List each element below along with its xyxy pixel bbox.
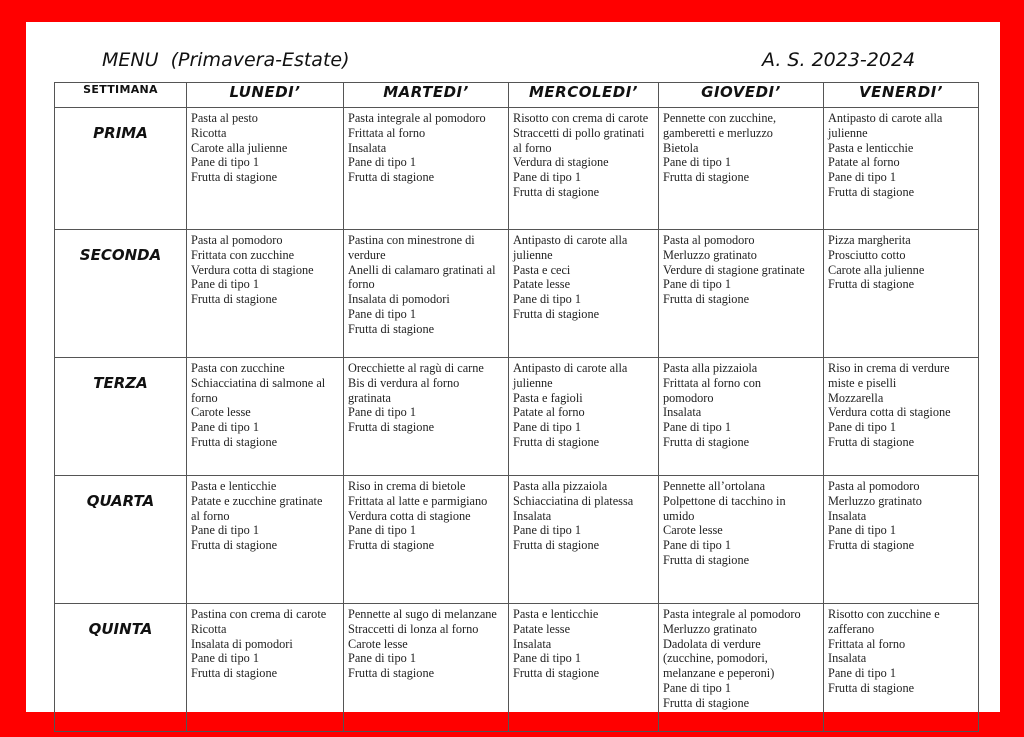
menu-cell-thursday: [659, 476, 824, 604]
menu-item: forno: [191, 390, 218, 405]
menu-item: Pennette all’ortolana: [663, 479, 766, 493]
menu-item: Pennette con zucchine,: [663, 111, 777, 125]
menu-item: Pasta al pomodoro: [663, 233, 755, 247]
menu-item: Carote lesse: [191, 405, 251, 420]
menu-item: Frutta di stagione: [191, 170, 278, 185]
menu-item: Frutta di stagione: [513, 666, 600, 681]
menu-item: Insalata: [663, 405, 702, 420]
menu-item: Insalata di pomodori: [191, 636, 293, 651]
menu-item: Pane di tipo 1: [828, 170, 896, 185]
menu-item: Pane di tipo 1: [513, 292, 581, 307]
menu-item: Verdura cotta di stagione: [191, 262, 314, 277]
menu-item: Pasta e lenticchie: [828, 140, 914, 155]
menu-item: Frittata al forno: [828, 636, 906, 651]
menu-item: Pane di tipo 1: [828, 523, 896, 538]
school-year: A. S. 2023-2024: [762, 49, 916, 71]
menu-cell-wednesday: [509, 604, 659, 732]
menu-item: Mozzarella: [828, 390, 884, 405]
menu-cell-tuesday: [344, 604, 509, 732]
menu-item: Frutta di stagione: [513, 184, 600, 199]
column-header-week: SETTIMANA: [55, 83, 187, 108]
menu-item: pomodoro: [663, 390, 714, 405]
menu-item: Pane di tipo 1: [828, 666, 896, 681]
menu-item: zafferano: [828, 621, 875, 636]
menu-item: Patate al forno: [828, 155, 900, 170]
menu-item: miste e piselli: [828, 375, 897, 390]
menu-cell-monday: [187, 476, 344, 604]
menu-item: Pane di tipo 1: [828, 420, 896, 435]
menu-item: Pasta al pesto: [191, 111, 258, 125]
menu-item: Insalata: [513, 636, 552, 651]
menu-cell-wednesday: [509, 358, 659, 476]
week-label: QUARTA: [55, 476, 187, 604]
menu-item: Pasta alla pizzaiola: [513, 479, 608, 493]
menu-item: Frutta di stagione: [348, 170, 435, 185]
menu-item: Pastina con minestrone di: [348, 233, 475, 247]
column-header-tuesday: MARTEDI’: [344, 83, 509, 108]
menu-item: verdure: [348, 247, 386, 262]
menu-item: gamberetti e merluzzo: [663, 125, 773, 140]
menu-item: melanzane e peperoni): [663, 666, 775, 681]
week-row: [55, 604, 979, 732]
week-row: [55, 230, 979, 358]
menu-item: Patate lesse: [513, 277, 571, 292]
menu-item: Pasta integrale al pomodoro: [348, 111, 486, 125]
menu-sheet: [26, 22, 1000, 712]
menu-item: Pane di tipo 1: [348, 405, 416, 420]
menu-item: Frutta di stagione: [348, 538, 435, 553]
column-header-thursday: GIOVEDI’: [659, 83, 824, 108]
week-row: [55, 358, 979, 476]
menu-title: MENU (Primavera-Estate): [102, 49, 350, 71]
menu-item: Polpettone di tacchino in: [663, 493, 786, 508]
menu-item: Frittata con zucchine: [191, 247, 295, 262]
menu-item: Insalata: [828, 508, 867, 523]
menu-cell-monday: [187, 604, 344, 732]
menu-item: julienne: [513, 247, 553, 262]
menu-cell-thursday: [659, 230, 824, 358]
menu-cell-tuesday: [344, 358, 509, 476]
menu-item: Frutta di stagione: [191, 538, 278, 553]
menu-cell-friday: [824, 604, 979, 732]
menu-item: Pasta con zucchine: [191, 361, 285, 375]
menu-body: [55, 108, 979, 732]
menu-cell-monday: [187, 108, 344, 230]
menu-item: Pane di tipo 1: [191, 651, 259, 666]
menu-item: Pane di tipo 1: [663, 680, 731, 695]
menu-cell-tuesday: [344, 230, 509, 358]
menu-item: Straccetti di pollo gratinati: [513, 125, 645, 140]
menu-item: Frutta di stagione: [828, 277, 915, 292]
menu-item: Insalata: [828, 651, 867, 666]
menu-item: Pasta alla pizzaiola: [663, 361, 758, 375]
menu-item: Pane di tipo 1: [348, 155, 416, 170]
menu-item: Pane di tipo 1: [663, 538, 731, 553]
menu-item: Schiacciatina di salmone al: [191, 375, 326, 390]
column-header-wednesday: MERCOLEDI’: [509, 83, 659, 108]
menu-item: Verdura cotta di stagione: [828, 405, 951, 420]
menu-item: Antipasto di carote alla: [828, 111, 943, 125]
menu-item: Prosciutto cotto: [828, 247, 906, 262]
menu-item: Frutta di stagione: [663, 292, 750, 307]
menu-item: Straccetti di lonza al forno: [348, 621, 479, 636]
menu-cell-friday: [824, 108, 979, 230]
menu-item: Merluzzo gratinato: [663, 247, 757, 262]
menu-item: Pane di tipo 1: [513, 651, 581, 666]
menu-item: Carote lesse: [348, 636, 408, 651]
week-label: TERZA: [55, 358, 187, 476]
menu-item: Frutta di stagione: [191, 666, 278, 681]
menu-item: Schiacciatina di platessa: [513, 493, 634, 508]
menu-item: Frutta di stagione: [513, 306, 600, 321]
week-label: PRIMA: [55, 108, 187, 230]
menu-item: Frutta di stagione: [828, 184, 915, 199]
menu-item: Frutta di stagione: [348, 321, 435, 336]
menu-item: Pane di tipo 1: [663, 155, 731, 170]
menu-cell-wednesday: [509, 230, 659, 358]
menu-item: Merluzzo gratinato: [663, 621, 757, 636]
header-row: [55, 83, 979, 108]
menu-item: Frutta di stagione: [828, 434, 915, 449]
menu-item: Insalata di pomodori: [348, 292, 450, 307]
menu-item: Pane di tipo 1: [348, 523, 416, 538]
menu-table: [54, 82, 979, 732]
menu-item: Frutta di stagione: [663, 695, 750, 710]
menu-item: Antipasto di carote alla: [513, 233, 628, 247]
menu-item: Riso in crema di bietole: [348, 479, 466, 493]
menu-item: Riso in crema di verdure: [828, 361, 950, 375]
menu-item: Insalata: [513, 508, 552, 523]
menu-item: gratinata: [348, 390, 392, 405]
menu-item: Frutta di stagione: [663, 434, 750, 449]
menu-item: Risotto con zucchine e: [828, 607, 940, 621]
menu-cell-thursday: [659, 108, 824, 230]
menu-item: Patate lesse: [513, 621, 571, 636]
menu-item: Pasta al pomodoro: [191, 233, 283, 247]
menu-item: Pane di tipo 1: [513, 523, 581, 538]
menu-item: (zucchine, pomodori,: [663, 651, 768, 666]
menu-item: Antipasto di carote alla: [513, 361, 628, 375]
menu-item: Orecchiette al ragù di carne: [348, 361, 484, 375]
menu-item: Pasta e lenticchie: [513, 607, 599, 621]
menu-cell-friday: [824, 358, 979, 476]
week-row: [55, 108, 979, 230]
menu-item: Merluzzo gratinato: [828, 493, 922, 508]
week-row: [55, 476, 979, 604]
menu-item: Pasta e ceci: [513, 262, 571, 277]
menu-item: Pasta integrale al pomodoro: [663, 607, 801, 621]
menu-item: Risotto con crema di carote: [513, 111, 649, 125]
menu-cell-tuesday: [344, 476, 509, 604]
menu-cell-monday: [187, 358, 344, 476]
menu-item: Carote alla julienne: [828, 262, 925, 277]
menu-item: al forno: [191, 508, 230, 523]
menu-item: Carote lesse: [663, 523, 723, 538]
menu-item: forno: [348, 277, 375, 292]
menu-item: Frutta di stagione: [513, 538, 600, 553]
menu-cell-friday: [824, 476, 979, 604]
menu-item: Anelli di calamaro gratinati al: [348, 262, 496, 277]
menu-item: Frutta di stagione: [828, 680, 915, 695]
menu-item: Pane di tipo 1: [663, 277, 731, 292]
menu-item: Pane di tipo 1: [348, 306, 416, 321]
menu-item: Carote alla julienne: [191, 140, 288, 155]
menu-cell-friday: [824, 230, 979, 358]
menu-item: Patate e zucchine gratinate: [191, 493, 323, 508]
menu-item: Verdura cotta di stagione: [348, 508, 471, 523]
menu-item: Pizza margherita: [828, 233, 911, 247]
menu-item: Pane di tipo 1: [348, 651, 416, 666]
menu-item: Frutta di stagione: [348, 666, 435, 681]
menu-item: Pane di tipo 1: [513, 420, 581, 435]
week-label: QUINTA: [55, 604, 187, 732]
menu-item: Frittata al forno: [348, 125, 426, 140]
menu-item: Verdure di stagione gratinate: [663, 262, 805, 277]
menu-item: al forno: [513, 140, 552, 155]
menu-item: Pasta e lenticchie: [191, 479, 277, 493]
menu-item: julienne: [828, 125, 868, 140]
menu-item: Frutta di stagione: [348, 420, 435, 435]
menu-item: Frittata al forno con: [663, 375, 762, 390]
menu-item: Pennette al sugo di melanzane: [348, 607, 497, 621]
menu-item: Bis di verdura al forno: [348, 375, 460, 390]
menu-item: Frittata al latte e parmigiano: [348, 493, 488, 508]
menu-cell-thursday: [659, 604, 824, 732]
menu-item: Verdura di stagione: [513, 155, 609, 170]
column-header-friday: VENERDI’: [824, 83, 979, 108]
menu-item: Pastina con crema di carote: [191, 607, 327, 621]
menu-item: Pane di tipo 1: [191, 277, 259, 292]
menu-item: julienne: [513, 375, 553, 390]
menu-item: Frutta di stagione: [663, 552, 750, 567]
menu-item: Ricotta: [191, 621, 227, 636]
menu-item: Pane di tipo 1: [513, 170, 581, 185]
column-header-monday: LUNEDI’: [187, 83, 344, 108]
menu-item: Frutta di stagione: [828, 538, 915, 553]
menu-item: Insalata: [348, 140, 387, 155]
menu-item: Pane di tipo 1: [191, 155, 259, 170]
menu-item: Frutta di stagione: [191, 434, 278, 449]
week-label: SECONDA: [55, 230, 187, 358]
menu-item: Pane di tipo 1: [663, 420, 731, 435]
menu-item: Bietola: [663, 140, 699, 155]
menu-cell-monday: [187, 230, 344, 358]
menu-cell-wednesday: [509, 476, 659, 604]
menu-item: Pane di tipo 1: [191, 420, 259, 435]
menu-cell-thursday: [659, 358, 824, 476]
menu-item: umido: [663, 508, 695, 523]
menu-item: Ricotta: [191, 125, 227, 140]
menu-cell-tuesday: [344, 108, 509, 230]
menu-item: Dadolata di verdure: [663, 636, 761, 651]
menu-item: Pasta e fagioli: [513, 390, 583, 405]
menu-item: Pasta al pomodoro: [828, 479, 920, 493]
menu-item: Frutta di stagione: [191, 292, 278, 307]
menu-cell-wednesday: [509, 108, 659, 230]
menu-item: Frutta di stagione: [663, 170, 750, 185]
menu-item: Frutta di stagione: [513, 434, 600, 449]
menu-item: Patate al forno: [513, 405, 585, 420]
menu-item: Pane di tipo 1: [191, 523, 259, 538]
